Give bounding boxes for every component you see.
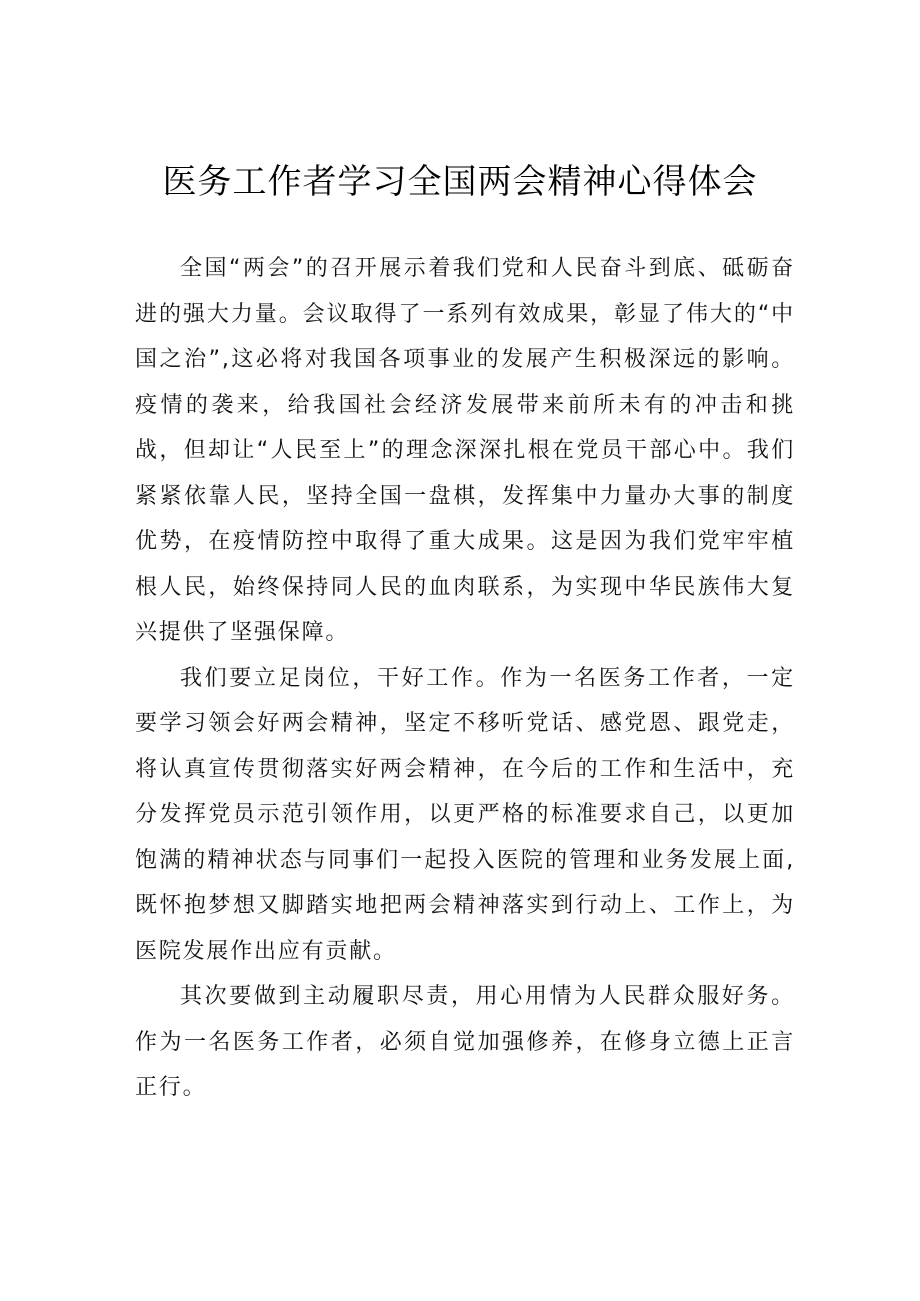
document-title: 医务工作者学习全国两会精神心得体会 xyxy=(162,162,758,202)
paragraph-1: 全国“两会”的召开展示着我们党和人民奋斗到底、砥砺奋进的强大力量。会议取得了一系列有效成果，彰显了伟大的“中国之治”,这必将对我国各项事业的发展产生积极深远的影响。疫情的袭来，给我国社会经济发展带来前所未有的冲击和挑战，但却让“人民至上”的理念深深扎根在党员干部心中。我们紧紧依靠人民，坚持全国一盘棋，发挥集中力量办大事的制度优势，在疫情防控中取得了重大成果。这是因为我们党牢牢植根人民，始终保持同人民的血肉联系，为实现中华民族伟大复兴提供了坚强保障。 xyxy=(135,256,795,645)
document-body xyxy=(135,246,795,1111)
paragraph-2: 我们要立足岗位，干好工作。作为一名医务工作者，一定要学习领会好两会精神，坚定不移听党话、感党恩、跟党走，将认真宣传贯彻落实好两会精神，在今后的工作和生活中，充分发挥党员示范引领作用，以更严格的标准要求自己，以更加饱满的精神状态与同事们一起投入医院的管理和业务发展上面,既怀抱梦想又脚踏实地把两会精神落实到行动上、工作上，为医院发展作出应有贡献。 xyxy=(135,665,795,964)
paragraph-3: 其次要做到主动履职尽责，用心用情为人民群众服好务。作为一名医务工作者，必须自觉加强修养，在修身立德上正言正行。 xyxy=(135,984,795,1100)
